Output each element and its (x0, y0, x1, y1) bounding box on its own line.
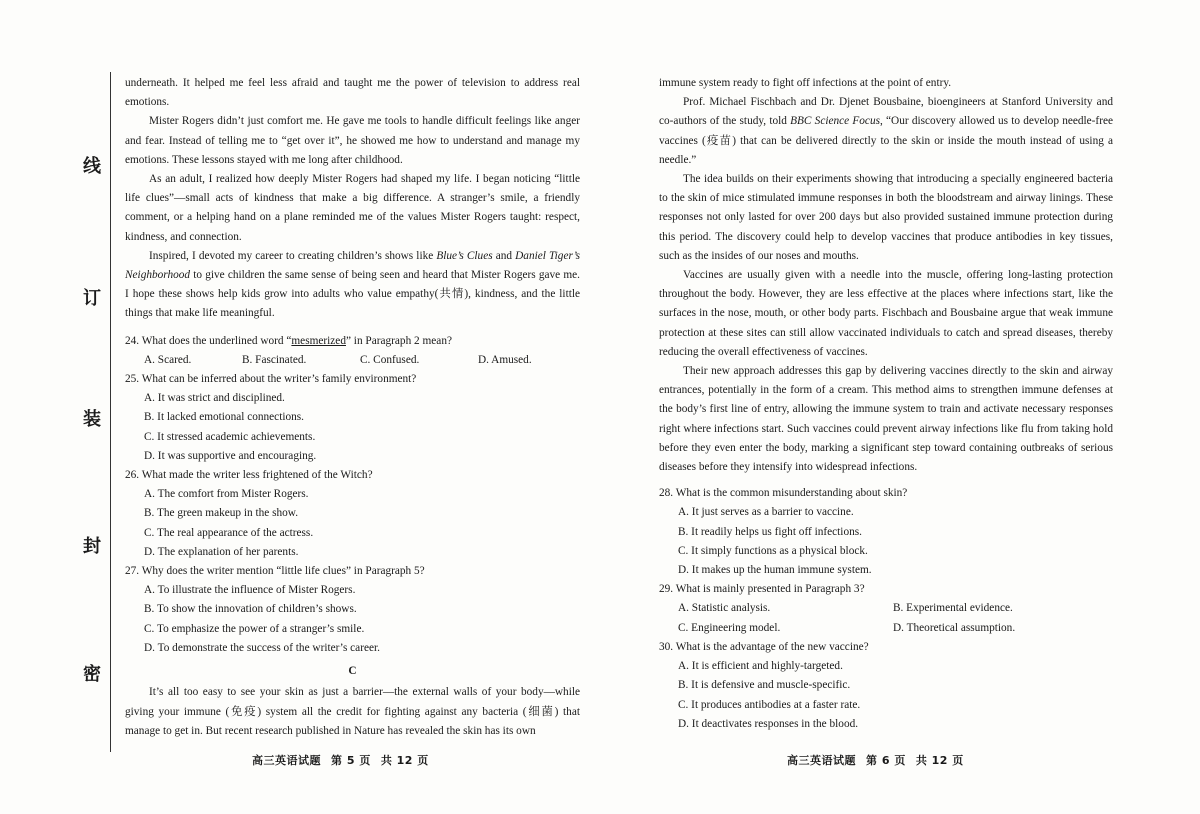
option: A. Statistic analysis. (678, 602, 771, 615)
option: B. To show the innovation of children’s shows. (144, 603, 357, 616)
question-24-options (144, 351, 580, 370)
option: A. It just serves as a barrier to vaccine. (678, 506, 854, 519)
question-26: 26. What made the writer less frightened of the Witch? (125, 469, 373, 482)
option: A. It is efficient and highly-targeted. (678, 660, 843, 673)
footer-page: 第 6 页 (866, 754, 906, 767)
paragraph: As an adult, I realized how deeply Mister Rogers had shaped my life. I began noticing “little life clues”—small acts of kindness that make a big difference. A stranger’s smile, a friendly comment, or a helping hand on a plane reminded me of the values Mister Rogers taught: respect, kindness, and connection. (125, 173, 580, 243)
binding-char: 装 (83, 409, 101, 430)
option: C. To emphasize the power of a stranger’s smile. (144, 622, 365, 635)
footer-total: 共 12 页 (380, 754, 429, 767)
option: C. It produces antibodies at a faster rate. (678, 698, 861, 711)
paragraph: Mister Rogers didn’t just comfort me. He gave me tools to handle difficult feelings like anger and fear. Instead of telling me to “get over it”, he showed me how to understand and manage my emotions. These lessons stayed with me long after childhood. (125, 115, 580, 166)
question-28: 28. What is the common misunderstanding about skin? (659, 487, 908, 500)
paragraph: Inspired, I devoted my career to creating children’s shows like Blue’s Clues and Daniel Tiger’s Neighborhood to give children the same sense of being seen and heard that Mister Rogers gave me. I hope these shows help kids grow into adults who value empathy(共情), kindness, and the little things that make life meaningful. (125, 249, 580, 320)
binding-char: 密 (83, 664, 101, 685)
footer-total: 共 12 页 (915, 754, 964, 767)
option: B. Experimental evidence. (893, 602, 1013, 615)
binding-char: 封 (83, 536, 101, 557)
option: C. The real appearance of the actress. (144, 526, 314, 539)
paragraph: It’s all too easy to see your skin as just a barrier—the external walls of your body—while giving your immune (免疫) system all the credit for fighting against any bacteria (细菌) that manage to get in. But recent research published in Nature has revealed the skin has its own (125, 686, 580, 737)
section-heading: C (348, 665, 357, 678)
question-29-options (678, 599, 1113, 618)
paragraph: The idea builds on their experiments showing that introducing a specially engineered bacteria to the skin of mice stimulated immune responses in both the bloodstream and airway linings. These responses not only lasted for over 200 days but also provided sustained immune protection during this period. The discovery could help to develop vaccines that produce antibodies in key tissues, such as the insides of our noses and mouths. (659, 173, 1113, 262)
option: A. Scared. (144, 353, 192, 366)
option: D. To demonstrate the success of the writer’s career. (144, 641, 380, 654)
question-25: 25. What can be inferred about the writer’s family environment? (125, 373, 417, 386)
option: C. It stressed academic achievements. (144, 430, 316, 443)
option: A. It was strict and disciplined. (144, 392, 285, 405)
option: C. Engineering model. (678, 621, 781, 634)
option: C. It simply functions as a physical block. (678, 544, 868, 557)
page-6-column (659, 74, 1113, 734)
paragraph: immune system ready to fight off infections at the point of entry. (659, 77, 952, 89)
option: B. Fascinated. (242, 353, 307, 366)
option: D. It deactivates responses in the blood. (678, 717, 859, 730)
option: B. The green makeup in the show. (144, 507, 299, 520)
footer-page: 第 5 页 (331, 754, 371, 767)
binding-char: 线 (83, 156, 101, 177)
option: D. It makes up the human immune system. (678, 564, 872, 577)
question-30: 30. What is the advantage of the new vaccine? (659, 640, 869, 653)
option: C. Confused. (360, 353, 420, 366)
option: D. The explanation of her parents. (144, 545, 299, 558)
option: B. It lacked emotional connections. (144, 411, 304, 424)
option: D. Theoretical assumption. (893, 621, 1016, 634)
page-5-column (125, 74, 580, 741)
paragraph: Their new approach addresses this gap by delivering vaccines directly to the skin and airway entrances, potentially in the form of a cream. This method aims to strengthen immune defenses at the body’s first line of entry, allowing the immune system to train and activate necessary responses right where infections start. Such vaccines could prevent airway infections like flu from taking hold before they even enter the body, marking a significant step toward containing outbreaks of serious diseases before they intensify into widespread infections. (659, 365, 1113, 474)
option: D. Amused. (478, 353, 532, 366)
option: B. It is defensive and muscle-specific. (678, 679, 851, 692)
page-6-footer (787, 752, 964, 768)
paragraph: underneath. It helped me feel less afraid and taught me the power of television to address real emotions. (125, 77, 580, 109)
question-29: 29. What is mainly presented in Paragraph 3? (659, 583, 865, 596)
paragraph: Prof. Michael Fischbach and Dr. Djenet Bousbaine, bioengineers at Stanford University and co-authors of the study, told BBC Science Focus, “Our discovery allowed us to develop needle-free vaccines (疫苗) that can be delivered directly to the skin or inside the mouth instead of using a needle.” (659, 96, 1113, 166)
option: D. It was supportive and encouraging. (144, 449, 317, 462)
question-27: 27. Why does the writer mention “little life clues” in Paragraph 5? (125, 565, 425, 578)
question-29-options (678, 619, 1113, 638)
binding-margin (0, 0, 112, 814)
footer-title: 高三英语试题 (252, 754, 321, 767)
binding-line (110, 72, 111, 752)
paragraph: Vaccines are usually given with a needle into the muscle, offering long-lasting protection throughout the body. However, they are less effective at the places where infections start, like the surfaces in the nose, mouth, or other body parts. Fischbach and Bousbaine argue that weak immune protection at these sites can still allow vaccinated individuals to catch and spread diseases, thereby reducing the overall effectiveness of vaccines. (659, 269, 1113, 358)
option: A. The comfort from Mister Rogers. (144, 488, 309, 501)
binding-char: 订 (83, 288, 101, 309)
option: B. It readily helps us fight off infections. (678, 525, 862, 538)
page-5-footer (252, 752, 429, 768)
option: A. To illustrate the influence of Mister Rogers. (144, 584, 356, 597)
question-24: 24. What does the underlined word “mesmerized” in Paragraph 2 mean? (125, 334, 452, 347)
footer-title: 高三英语试题 (787, 754, 856, 767)
